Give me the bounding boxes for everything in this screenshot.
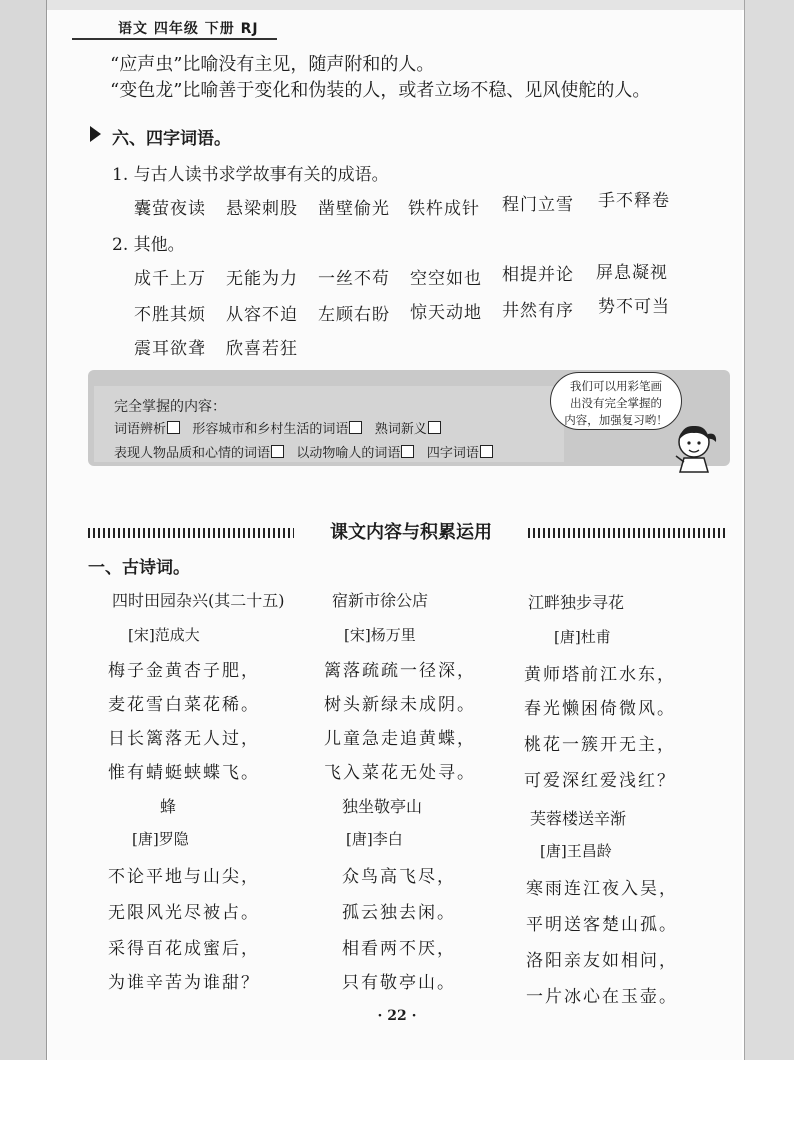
mastery-item: 词语辨析 (114, 422, 167, 437)
idiom: 惊天动地 (410, 303, 482, 323)
mastery-row-1 (114, 418, 441, 437)
idiom: 程门立雪 (502, 195, 574, 215)
idiom: 欣喜若狂 (226, 339, 298, 359)
idiom: 凿壁偷光 (318, 199, 390, 219)
section-banner (88, 520, 728, 542)
poem-title: 宿新市徐公店 (332, 591, 429, 610)
banner-hatch-right (528, 528, 728, 538)
idiom: 不胜其烦 (134, 305, 206, 325)
mastery-checkbox[interactable] (349, 421, 362, 434)
idiom: 一丝不苟 (318, 269, 390, 289)
idiom: 手不释卷 (598, 191, 670, 211)
idiom: 屏息凝视 (596, 263, 668, 283)
poem-line: 只有敬亭山。 (342, 973, 456, 993)
poem-line: 无限风光尽被占。 (108, 903, 260, 923)
girl-illustration-icon (670, 420, 720, 476)
poem-line: 桃花一簇开无主， (524, 735, 676, 755)
mastery-item: 以动物喻人的词语 (296, 446, 401, 461)
poem-line: 惟有蜻蜓蛱蝶飞。 (108, 763, 260, 783)
poem-line: 麦花雪白菜花稀。 (108, 695, 260, 715)
mastery-checkbox[interactable] (167, 421, 180, 434)
poem-title: 独坐敬亭山 (342, 797, 423, 816)
mastery-checkbox[interactable] (271, 445, 284, 458)
poem-author: [宋]范成大 (128, 626, 200, 644)
poem-author: [唐]杜甫 (554, 628, 611, 646)
poem-line: 平明送客楚山孤。 (526, 915, 678, 935)
mastery-title: 完全掌握的内容： (114, 399, 226, 415)
poem-author: [唐]李白 (346, 830, 403, 848)
idiom: 囊萤夜读 (134, 199, 206, 219)
mastery-checkbox[interactable] (428, 421, 441, 434)
poem-line: 为谁辛苦为谁甜？ (108, 973, 260, 993)
idiom: 铁杵成针 (408, 199, 480, 219)
poem-line: 篱落疏疏一径深， (324, 661, 476, 681)
poem-line: 梅子金黄杏子肥， (108, 661, 260, 681)
poem-title: 四时田园杂兴(其二十五) (112, 591, 285, 610)
poem-line: 一片冰心在玉壶。 (526, 987, 678, 1007)
mastery-row-2 (114, 442, 493, 461)
idiom: 悬梁刺股 (226, 199, 298, 219)
poem-line: 孤云独去闲。 (342, 903, 456, 923)
poem-title: 蜂 (160, 797, 177, 816)
poem-author: [唐]罗隐 (132, 830, 189, 848)
mastery-checkbox[interactable] (480, 445, 493, 458)
poem-line: 日长篱落无人过， (108, 729, 260, 749)
scan-edge-right (744, 0, 794, 1060)
mastery-item: 形容城市和乡村生活的词语 (192, 422, 349, 437)
idiom: 震耳欲聋 (134, 339, 206, 359)
poem-line: 飞入菜花无处寻。 (324, 763, 476, 783)
poem-line: 儿童急走追黄蝶， (324, 729, 476, 749)
page-number: · 22 · (377, 1008, 417, 1024)
banner-hatch-left (88, 528, 294, 538)
idiom: 无能为力 (226, 269, 298, 289)
poem-line: 树头新绿未成阴。 (324, 695, 476, 715)
bubble-line: 出没有完全掌握的 (570, 396, 662, 410)
intro-line-2: “变色龙”比喻善于变化和伪装的人，或者立场不稳、见风使舵的人。 (110, 80, 651, 101)
mastery-item: 四字词语 (426, 446, 479, 461)
mastery-item: 熟词新义 (374, 422, 427, 437)
idiom: 势不可当 (598, 297, 670, 317)
scan-edge-left (0, 0, 47, 1060)
poem-title: 江畔独步寻花 (528, 593, 625, 612)
poem-line: 寒雨连江夜入吴， (526, 879, 678, 899)
mastery-checkbox[interactable] (401, 445, 414, 458)
header-title: 语文 四年级 下册 RJ (118, 21, 259, 37)
poem-author: [宋]杨万里 (344, 626, 416, 644)
idiom: 井然有序 (502, 301, 574, 321)
mastery-item: 表现人物品质和心情的词语 (114, 446, 271, 461)
poem-line: 不论平地与山尖， (108, 867, 260, 887)
bubble-line: 我们可以用彩笔画 (570, 379, 662, 393)
idiom: 成千上万 (134, 269, 206, 289)
poem-line: 众鸟高飞尽， (342, 867, 456, 887)
poem-line: 洛阳亲友如相问， (526, 951, 678, 971)
section-heading: 课文内容与积累运用 (296, 518, 526, 544)
scan-edge-top (0, 0, 794, 10)
speech-bubble (550, 372, 682, 430)
poem-line: 春光懒困倚微风。 (524, 699, 676, 719)
section6-title: 六、四字词语。 (112, 129, 231, 149)
poem-line: 可爱深红爱浅红？ (524, 771, 676, 791)
idiom: 相提并论 (502, 265, 574, 285)
bubble-line: 内容，加强复习哟！ (564, 413, 668, 427)
idiom: 左顾右盼 (318, 305, 390, 325)
intro-line-1: “应声虫”比喻没有主见，随声附和的人。 (110, 54, 435, 75)
poem-line: 黄师塔前江水东， (524, 665, 676, 685)
poem-author: [唐]王昌龄 (540, 842, 612, 860)
poem-title: 芙蓉楼送辛渐 (530, 809, 627, 828)
section-marker-icon (90, 126, 101, 142)
idiom: 空空如也 (410, 269, 482, 289)
part1-title: 一、古诗词。 (88, 558, 190, 578)
section6-sub1: 1. 与古人读书求学故事有关的成语。 (112, 165, 389, 185)
poem-line: 相看两不厌， (342, 939, 456, 959)
idiom: 从容不迫 (226, 305, 298, 325)
section6-sub2: 2. 其他。 (112, 235, 185, 255)
poem-line: 采得百花成蜜后， (108, 939, 260, 959)
